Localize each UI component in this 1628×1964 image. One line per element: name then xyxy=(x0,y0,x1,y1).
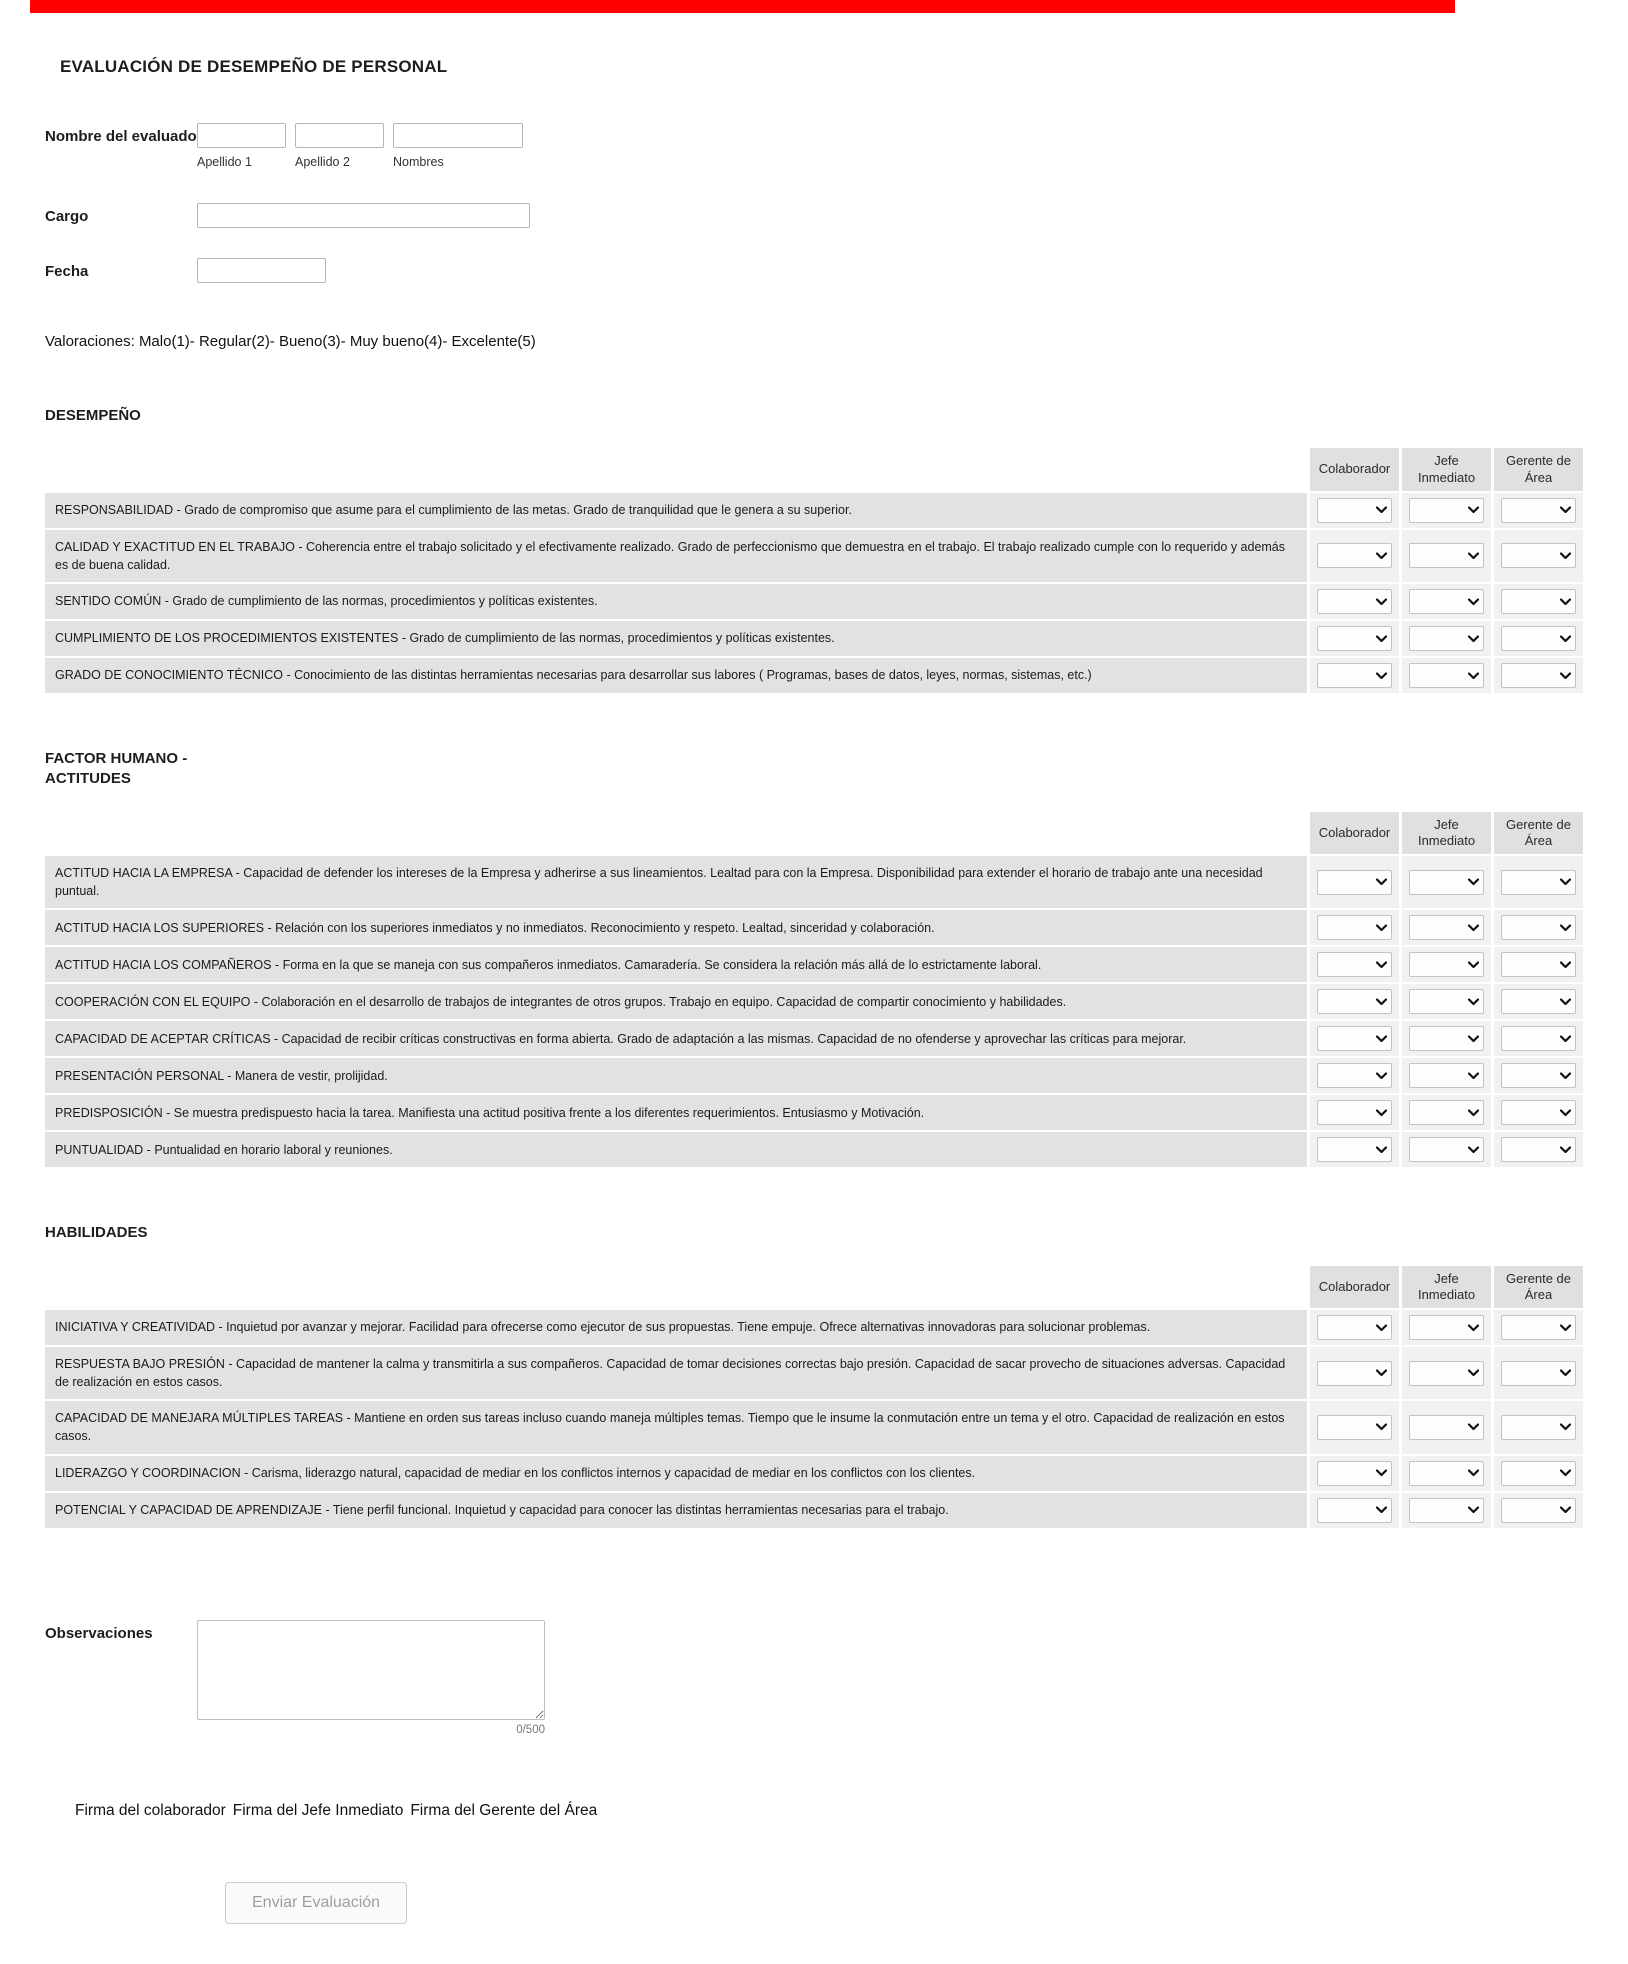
criteria-row xyxy=(45,910,1583,945)
rating-select[interactable] xyxy=(1501,870,1576,895)
criteria-description: POTENCIAL Y CAPACIDAD DE APRENDIZAJE - Tiene perfil funcional. Inquietud y capacidad para conocer las distintas herramientas necesarias para el trabajo. xyxy=(45,1493,1307,1528)
rating-select[interactable] xyxy=(1317,498,1392,523)
rating-select[interactable] xyxy=(1409,1100,1484,1125)
rating-cell xyxy=(1494,1132,1583,1167)
nombres-input[interactable] xyxy=(393,123,523,148)
rating-select[interactable] xyxy=(1409,989,1484,1014)
rating-select[interactable] xyxy=(1317,1461,1392,1486)
rating-cell xyxy=(1402,1456,1491,1491)
fecha-input[interactable] xyxy=(197,258,326,283)
rating-cell xyxy=(1402,530,1491,582)
criteria-row xyxy=(45,1058,1583,1093)
nombres-sublabel: Nombres xyxy=(393,155,444,169)
rating-select[interactable] xyxy=(1317,1063,1392,1088)
criteria-description: SENTIDO COMÚN - Grado de cumplimiento de las normas, procedimientos y políticas existentes. xyxy=(45,584,1307,619)
criteria-description: CALIDAD Y EXACTITUD EN EL TRABAJO - Coherencia entre el trabajo solicitado y el efectivamente realizado. Grado de perfeccionismo que demuestra en el trabajo. El trabajo realizado cumple con lo requerido y además es de buena calidad. xyxy=(45,530,1307,582)
rating-table-header-row xyxy=(45,1266,1583,1309)
page-title: EVALUACIÓN DE DESEMPEÑO DE PERSONAL xyxy=(60,57,448,76)
rating-cell xyxy=(1402,493,1491,528)
criteria-description: LIDERAZGO Y COORDINACION - Carisma, liderazgo natural, capacidad de mediar en los conflictos internos y capacidad de mediar en los conflictos con los clientes. xyxy=(45,1456,1307,1491)
rating-select[interactable] xyxy=(1501,1026,1576,1051)
criteria-row xyxy=(45,530,1583,582)
rating-cell xyxy=(1310,530,1399,582)
apellido2-input[interactable] xyxy=(295,123,384,148)
rating-select[interactable] xyxy=(1501,589,1576,614)
criteria-description: COOPERACIÓN CON EL EQUIPO - Colaboración en el desarrollo de trabajos de integrantes de otros grupos. Trabajo en equipo. Capacidad de compartir conocimiento y habilidades. xyxy=(45,984,1307,1019)
rating-cell xyxy=(1402,856,1491,908)
rating-select[interactable] xyxy=(1501,1498,1576,1523)
rating-select[interactable] xyxy=(1501,1063,1576,1088)
rating-column-header: Jefe Inmediato xyxy=(1402,448,1491,491)
rating-select[interactable] xyxy=(1409,1361,1484,1386)
criteria-description: ACTITUD HACIA LOS SUPERIORES - Relación con los superiores inmediatos y no inmediatos. Reconocimiento y respeto. Lealtad, sinceridad y colaboración. xyxy=(45,910,1307,945)
rating-cell xyxy=(1310,1132,1399,1167)
rating-select[interactable] xyxy=(1409,626,1484,651)
rating-select[interactable] xyxy=(1317,1137,1392,1162)
criteria-row xyxy=(45,658,1583,693)
rating-cell xyxy=(1310,584,1399,619)
rating-select[interactable] xyxy=(1409,1063,1484,1088)
signatures-line xyxy=(75,1802,1583,1820)
rating-select[interactable] xyxy=(1317,1498,1392,1523)
rating-cell xyxy=(1310,1456,1399,1491)
section-heading: DESEMPEÑO xyxy=(45,407,141,424)
name-field-group xyxy=(45,123,1583,169)
rating-cell xyxy=(1494,1401,1583,1453)
criteria-description: PUNTUALIDAD - Puntualidad en horario laboral y reuniones. xyxy=(45,1132,1307,1167)
rating-cell xyxy=(1494,584,1583,619)
apellido1-sublabel: Apellido 1 xyxy=(197,155,252,169)
rating-cell xyxy=(1494,1310,1583,1345)
criteria-description: CAPACIDAD DE ACEPTAR CRÍTICAS - Capacidad de recibir críticas constructivas en forma abierta. Grado de adaptación a las mismas. Capacidad de no ofenderse y aprovechar las críticas para mejorar. xyxy=(45,1021,1307,1056)
rating-select[interactable] xyxy=(1317,1361,1392,1386)
rating-table xyxy=(45,1266,1583,1528)
rating-select[interactable] xyxy=(1501,1100,1576,1125)
cargo-field-group xyxy=(45,203,1583,228)
rating-select[interactable] xyxy=(1501,1137,1576,1162)
rating-cell xyxy=(1310,1095,1399,1130)
rating-cell xyxy=(1402,1347,1491,1399)
criteria-row xyxy=(45,493,1583,528)
rating-cell xyxy=(1402,947,1491,982)
rating-table-header-row xyxy=(45,812,1583,855)
observaciones-label: Observaciones xyxy=(45,1624,153,1642)
rating-column-header: Jefe Inmediato xyxy=(1402,1266,1491,1309)
rating-cell xyxy=(1310,1493,1399,1528)
rating-select[interactable] xyxy=(1409,543,1484,568)
rating-column-header: Jefe Inmediato xyxy=(1402,812,1491,855)
section-heading: HABILIDADES xyxy=(45,1224,148,1242)
criteria-description: INICIATIVA Y CREATIVIDAD - Inquietud por avanzar y mejorar. Facilidad para ofrecerse como ejecutor de sus propuestas. Tiene empuje. Ofrece alternativas innovadoras para solucionar problemas. xyxy=(45,1310,1307,1345)
rating-select[interactable] xyxy=(1409,1415,1484,1440)
rating-cell xyxy=(1402,1493,1491,1528)
header-spacer xyxy=(45,812,1307,855)
observaciones-group xyxy=(45,1620,1583,1736)
evaluation-form xyxy=(0,57,1628,1924)
rating-cell xyxy=(1310,856,1399,908)
rating-select[interactable] xyxy=(1409,952,1484,977)
cargo-field-label: Cargo xyxy=(45,208,89,225)
criteria-description: RESPUESTA BAJO PRESIÓN - Capacidad de mantener la calma y transmitirla a sus compañeros. Capacidad de tomar decisiones correctas bajo presión. Capacidad de sacar provecho de situaciones adversas. Capacidad de realización en estos casos. xyxy=(45,1347,1307,1399)
criteria-row xyxy=(45,1021,1583,1056)
rating-select[interactable] xyxy=(1409,589,1484,614)
criteria-row xyxy=(45,1132,1583,1167)
rating-select[interactable] xyxy=(1317,1026,1392,1051)
evaluation-section-0 xyxy=(45,406,1583,693)
rating-column-header: Gerente de Área xyxy=(1494,1266,1583,1309)
rating-cell xyxy=(1494,1058,1583,1093)
rating-cell xyxy=(1494,1095,1583,1130)
evaluation-section-1 xyxy=(45,749,1583,1167)
section-heading: FACTOR HUMANO - ACTITUDES xyxy=(45,750,188,788)
rating-cell xyxy=(1494,658,1583,693)
criteria-description: ACTITUD HACIA LOS COMPAÑEROS - Forma en la que se maneja con sus compañeros inmediatos. Camaradería. Se considera la relación más allá de lo estrictamente laboral. xyxy=(45,947,1307,982)
rating-cell xyxy=(1402,1310,1491,1345)
rating-select[interactable] xyxy=(1409,1461,1484,1486)
rating-cell xyxy=(1494,1347,1583,1399)
rating-cell xyxy=(1494,1021,1583,1056)
rating-cell xyxy=(1310,658,1399,693)
rating-select[interactable] xyxy=(1317,1315,1392,1340)
rating-select[interactable] xyxy=(1501,1315,1576,1340)
criteria-row xyxy=(45,1493,1583,1528)
top-accent-bar xyxy=(30,0,1455,13)
criteria-description: RESPONSABILIDAD - Grado de compromiso que asume para el cumplimiento de las metas. Grado de tranquilidad que le genera a su superior. xyxy=(45,493,1307,528)
rating-column-header: Colaborador xyxy=(1310,1266,1399,1309)
rating-select[interactable] xyxy=(1317,1415,1392,1440)
rating-select[interactable] xyxy=(1501,1461,1576,1486)
fecha-field-group xyxy=(45,258,1583,283)
rating-cell xyxy=(1402,1132,1491,1167)
apellido1-input[interactable] xyxy=(197,123,286,148)
rating-table-header-row xyxy=(45,448,1583,491)
header-spacer xyxy=(45,448,1307,491)
criteria-description: CUMPLIMIENTO DE LOS PROCEDIMIENTOS EXISTENTES - Grado de cumplimiento de las normas, procedimientos y políticas existentes. xyxy=(45,621,1307,656)
rating-select[interactable] xyxy=(1317,870,1392,895)
rating-select[interactable] xyxy=(1317,589,1392,614)
rating-cell xyxy=(1494,984,1583,1019)
criteria-row xyxy=(45,1401,1583,1453)
rating-cell xyxy=(1310,984,1399,1019)
criteria-row xyxy=(45,1347,1583,1399)
rating-select[interactable] xyxy=(1501,498,1576,523)
rating-select[interactable] xyxy=(1501,1361,1576,1386)
rating-column-header: Colaborador xyxy=(1310,448,1399,491)
criteria-row xyxy=(45,1456,1583,1491)
rating-cell xyxy=(1494,530,1583,582)
rating-select[interactable] xyxy=(1317,989,1392,1014)
rating-cell xyxy=(1494,621,1583,656)
criteria-row xyxy=(45,1095,1583,1130)
rating-table xyxy=(45,448,1583,693)
criteria-description: CAPACIDAD DE MANEJARA MÚLTIPLES TAREAS - Mantiene en orden sus tareas incluso cuando maneja múltiples temas. Tiempo que le insume la conmutación entre un tema y el otro. Capacidad de realización en estos casos. xyxy=(45,1401,1307,1453)
rating-select[interactable] xyxy=(1501,952,1576,977)
rating-select[interactable] xyxy=(1501,915,1576,940)
rating-select[interactable] xyxy=(1501,1415,1576,1440)
rating-column-header: Gerente de Área xyxy=(1494,448,1583,491)
rating-table xyxy=(45,812,1583,1168)
fecha-field-label: Fecha xyxy=(45,263,89,280)
rating-cell xyxy=(1494,947,1583,982)
rating-select[interactable] xyxy=(1317,915,1392,940)
apellido2-sublabel: Apellido 2 xyxy=(295,155,350,169)
cargo-input[interactable] xyxy=(197,203,530,228)
criteria-row xyxy=(45,984,1583,1019)
rating-select[interactable] xyxy=(1409,663,1484,688)
rating-cell xyxy=(1402,1095,1491,1130)
rating-cell xyxy=(1310,1058,1399,1093)
rating-cell xyxy=(1494,1493,1583,1528)
rating-cell xyxy=(1310,493,1399,528)
rating-cell xyxy=(1402,984,1491,1019)
rating-select[interactable] xyxy=(1317,626,1392,651)
rating-column-header: Colaborador xyxy=(1310,812,1399,855)
rating-cell xyxy=(1494,910,1583,945)
name-field-label: Nombre del evaluado xyxy=(45,128,197,145)
criteria-description: GRADO DE CONOCIMIENTO TÉCNICO - Conocimiento de las distintas herramientas necesarias para desarrollar sus labores ( Programas, bases de datos, leyes, normas, sistemas, etc.) xyxy=(45,658,1307,693)
rating-cell xyxy=(1494,1456,1583,1491)
rating-select[interactable] xyxy=(1317,663,1392,688)
sections xyxy=(45,406,1583,1528)
rating-cell xyxy=(1402,1058,1491,1093)
signature-colaborador-label: Firma del colaborador xyxy=(75,1801,226,1819)
rating-cell xyxy=(1494,856,1583,908)
criteria-row xyxy=(45,947,1583,982)
rating-cell xyxy=(1310,1347,1399,1399)
rating-select[interactable] xyxy=(1501,663,1576,688)
rating-select[interactable] xyxy=(1501,989,1576,1014)
rating-select[interactable] xyxy=(1317,952,1392,977)
observaciones-textarea[interactable] xyxy=(197,1620,545,1720)
char-counter: 0/500 xyxy=(516,1723,545,1736)
evaluation-section-2 xyxy=(45,1223,1583,1527)
criteria-row xyxy=(45,1310,1583,1345)
rating-select[interactable] xyxy=(1409,870,1484,895)
header-spacer xyxy=(45,1266,1307,1309)
rating-cell xyxy=(1310,1310,1399,1345)
rating-cell xyxy=(1402,584,1491,619)
rating-select[interactable] xyxy=(1501,543,1576,568)
rating-select[interactable] xyxy=(1317,543,1392,568)
rating-cell xyxy=(1402,910,1491,945)
enviar-evaluacion-button[interactable]: Enviar Evaluación xyxy=(225,1882,407,1924)
criteria-row xyxy=(45,584,1583,619)
rating-select[interactable] xyxy=(1409,498,1484,523)
rating-cell xyxy=(1402,1401,1491,1453)
rating-column-header: Gerente de Área xyxy=(1494,812,1583,855)
rating-cell xyxy=(1402,621,1491,656)
rating-select[interactable] xyxy=(1409,915,1484,940)
rating-cell xyxy=(1310,621,1399,656)
rating-select[interactable] xyxy=(1409,1315,1484,1340)
rating-cell xyxy=(1310,947,1399,982)
rating-cell xyxy=(1402,1021,1491,1056)
rating-cell xyxy=(1494,493,1583,528)
rating-select[interactable] xyxy=(1501,626,1576,651)
signature-gerente-label: Firma del Gerente del Área xyxy=(410,1801,598,1819)
rating-cell xyxy=(1310,910,1399,945)
signature-jefe-label: Firma del Jefe Inmediato xyxy=(232,1801,404,1819)
rating-cell xyxy=(1402,658,1491,693)
rating-select[interactable] xyxy=(1409,1498,1484,1523)
rating-cell xyxy=(1310,1021,1399,1056)
rating-select[interactable] xyxy=(1409,1137,1484,1162)
criteria-description: PRESENTACIÓN PERSONAL - Manera de vestir, prolijidad. xyxy=(45,1058,1307,1093)
valoraciones-legend: Valoraciones: Malo(1)- Regular(2)- Bueno(3)- Muy bueno(4)- Excelente(5) xyxy=(45,333,536,350)
rating-select[interactable] xyxy=(1409,1026,1484,1051)
criteria-row xyxy=(45,856,1583,908)
rating-cell xyxy=(1310,1401,1399,1453)
criteria-description: ACTITUD HACIA LA EMPRESA - Capacidad de defender los intereses de la Empresa y adherirse a sus lineamientos. Lealtad para con la Empresa. Disponibilidad para extender el horario de trabajo ante una necesidad puntual. xyxy=(45,856,1307,908)
rating-select[interactable] xyxy=(1317,1100,1392,1125)
criteria-row xyxy=(45,621,1583,656)
criteria-description: PREDISPOSICIÓN - Se muestra predispuesto hacia la tarea. Manifiesta una actitud positiva frente a los diferentes requerimientos. Entusiasmo y Motivación. xyxy=(45,1095,1307,1130)
